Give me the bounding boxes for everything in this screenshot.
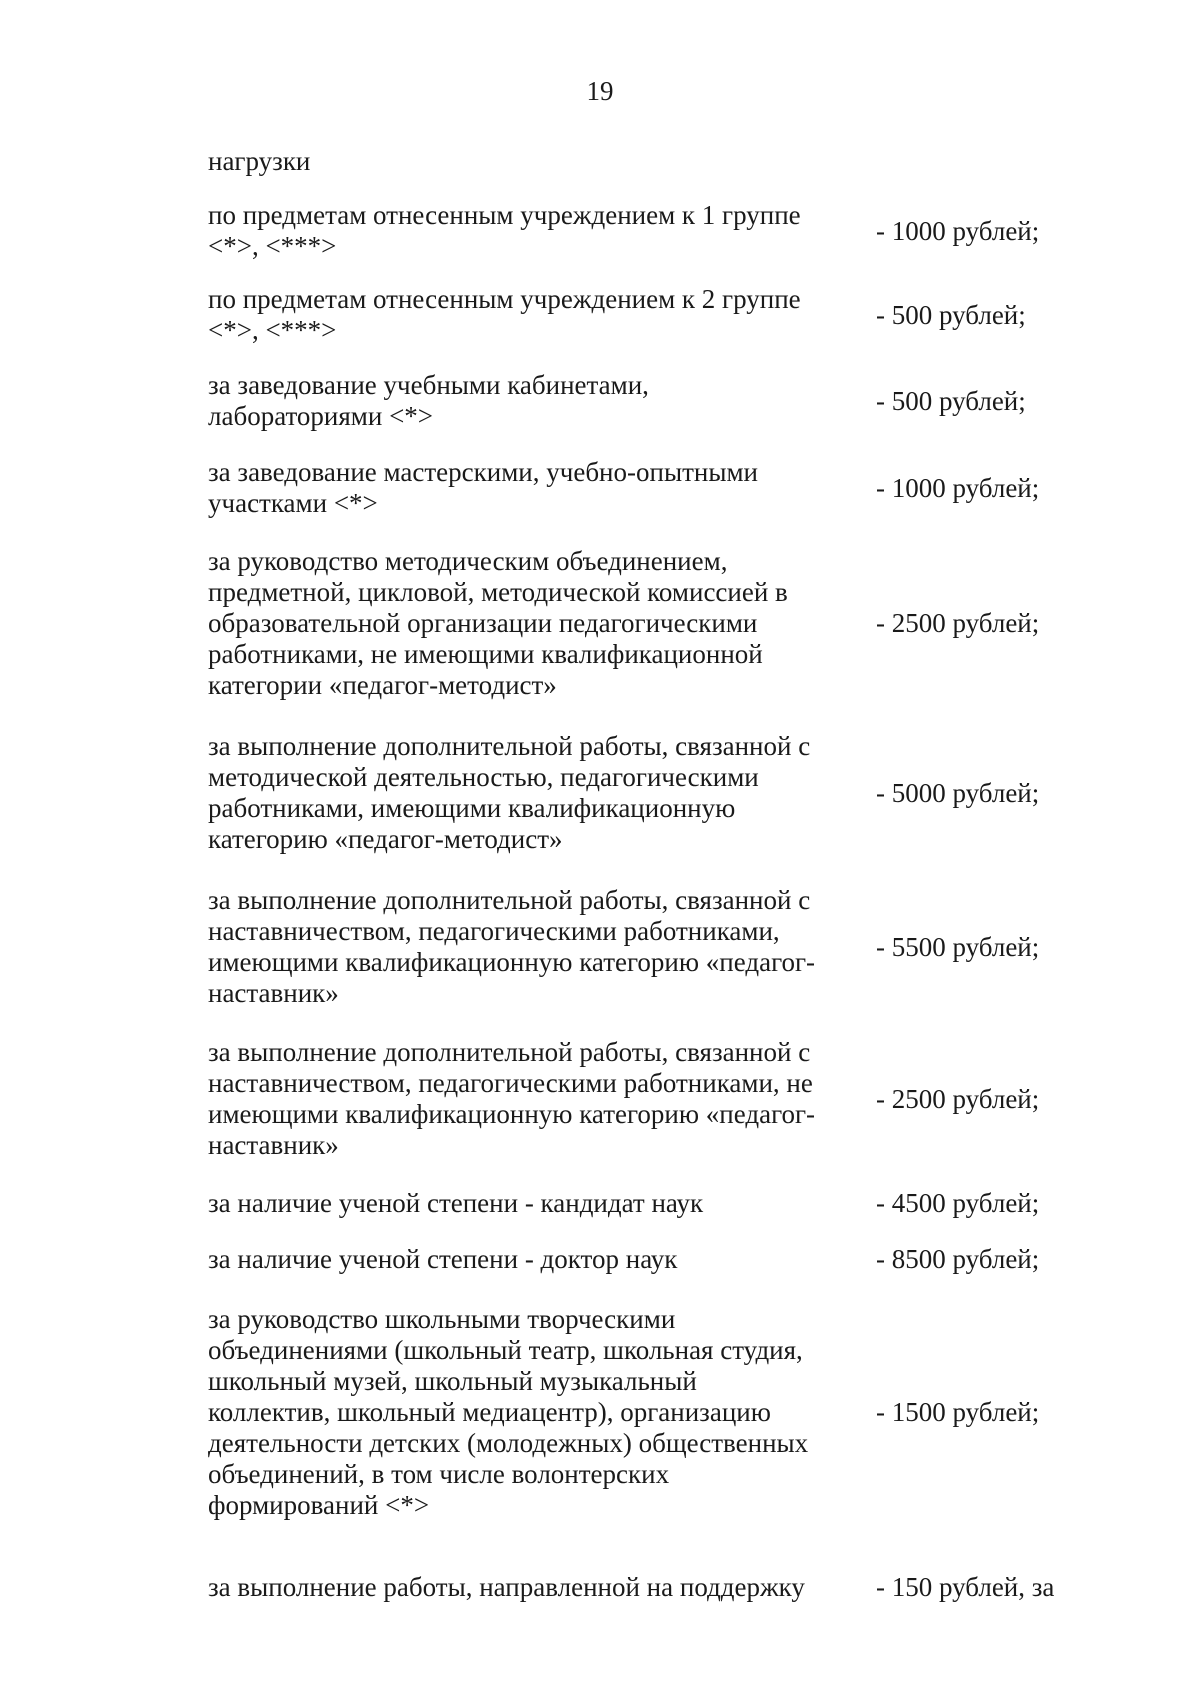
item-description: за выполнение работы, направленной на поддержку <box>208 1572 805 1602</box>
item-description: за руководство методическим объединением, предметной, цикловой, методической комиссией в образовательной организации педагогическими работниками, не имеющими квалификационной категории «педагог-методист» <box>208 546 788 700</box>
item-amount: - 4500 рублей; <box>876 1188 1040 1218</box>
item-amount: - 1000 рублей; <box>876 472 1040 503</box>
list-item <box>208 370 1068 432</box>
item-amount: - 2500 рублей; <box>876 1083 1040 1114</box>
list-item <box>208 885 1068 1009</box>
item-amount: - 150 рублей, за <box>876 1572 1055 1602</box>
item-amount: - 5500 рублей; <box>876 931 1040 962</box>
item-amount: - 1500 рублей; <box>876 1397 1040 1427</box>
item-amount: - 8500 рублей; <box>876 1244 1040 1274</box>
list-item <box>208 284 1068 346</box>
item-amount: - 1000 рублей; <box>876 215 1040 246</box>
list-item <box>208 546 1068 701</box>
list-item <box>208 1188 1068 1219</box>
item-description: по предметам отнесенным учреждением к 1 группе <*>, <***> <box>208 200 801 261</box>
list-item <box>208 200 1068 262</box>
item-amount: - 500 рублей; <box>876 299 1026 330</box>
list-item <box>208 1304 1068 1521</box>
item-description: за руководство школьными творческими объединениями (школьный театр, школьная студия, школьный музей, школьный музыкальный коллектив, школьный медиацентр), организацию деятельности детских (молодежных) общественных объединений, в том числе волонтерских формирований <*> <box>208 1304 809 1520</box>
item-description: за заведование мастерскими, учебно-опытными участками <*> <box>208 457 759 518</box>
page-number: 19 <box>586 76 614 106</box>
list-item <box>208 1572 1068 1603</box>
item-amount: - 5000 рублей; <box>876 777 1040 808</box>
list-item <box>208 1244 1068 1275</box>
item-amount: - 2500 рублей; <box>876 608 1040 638</box>
item-description: за заведование учебными кабинетами, лабораториями <*> <box>208 370 649 431</box>
item-description: за выполнение дополнительной работы, связанной с наставничеством, педагогическими работниками, не имеющими квалификационную категорию «педагог- наставник» <box>208 1037 816 1160</box>
item-description: за выполнение дополнительной работы, связанной с наставничеством, педагогическими работниками, имеющими квалификационную категорию «педагог- наставник» <box>208 885 816 1008</box>
item-description: за наличие ученой степени - доктор наук <box>208 1244 678 1274</box>
item-description: за наличие ученой степени - кандидат наук <box>208 1188 704 1218</box>
list-item <box>208 731 1068 855</box>
item-amount: - 500 рублей; <box>876 385 1026 416</box>
lead-text: нагрузки <box>208 146 311 176</box>
item-description: по предметам отнесенным учреждением к 2 группе <*>, <***> <box>208 284 801 345</box>
item-description: за выполнение дополнительной работы, связанной с методической деятельностью, педагогическими работниками, имеющими квалификационную категорию «педагог-методист» <box>208 731 811 854</box>
list-item <box>208 457 1068 519</box>
list-item <box>208 1037 1068 1161</box>
